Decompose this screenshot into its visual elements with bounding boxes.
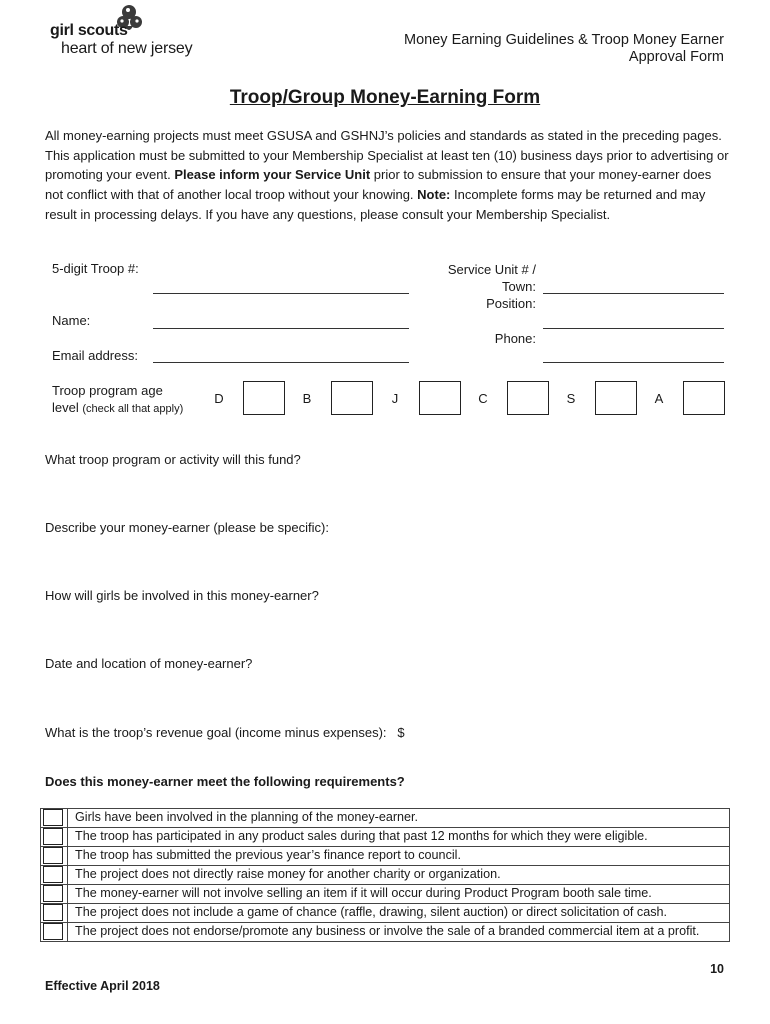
age-level-d-label: D <box>214 391 224 406</box>
requirements-heading: Does this money-earner meet the following requirements? <box>45 774 405 789</box>
troop-number-label: 5-digit Troop #: <box>52 261 139 276</box>
age-level-label-line2: level <box>52 400 79 415</box>
question-date-location: Date and location of money-earner? <box>45 656 253 671</box>
requirement-row <box>41 904 730 923</box>
age-level-c-label: C <box>478 391 488 406</box>
requirement-text: The project does not endorse/promote any business or involve the sale of a branded commercial item at a profit. <box>68 923 730 942</box>
name-field[interactable] <box>153 328 409 329</box>
requirement-row <box>41 809 730 828</box>
requirement-row <box>41 866 730 885</box>
name-label: Name: <box>52 313 91 328</box>
logo-wordmark: girl scouts <box>50 22 128 39</box>
age-level-c-checkbox[interactable] <box>507 381 549 415</box>
requirement-checkbox[interactable] <box>43 923 63 940</box>
requirement-row <box>41 828 730 847</box>
requirement-row <box>41 885 730 904</box>
age-level-a-checkbox[interactable] <box>683 381 725 415</box>
email-field[interactable] <box>153 362 409 363</box>
question-describe: Describe your money-earner (please be specific): <box>45 520 329 535</box>
service-unit-label-line2: Town: <box>502 279 536 294</box>
document-header-line1: Money Earning Guidelines & Troop Money Earner <box>404 32 724 48</box>
position-label: Position: <box>486 296 536 311</box>
requirement-text: The troop has submitted the previous year’s finance report to council. <box>68 847 730 866</box>
requirement-checkbox[interactable] <box>43 809 63 826</box>
phone-field[interactable] <box>543 362 724 363</box>
service-unit-label-line1: Service Unit # / <box>447 262 536 277</box>
effective-date: Effective April 2018 <box>45 979 160 993</box>
requirement-text: The money-earner will not involve selling an item if it will occur during Product Program booth sale time. <box>68 885 730 904</box>
age-level-label-line1: Troop program age <box>52 383 163 398</box>
requirements-table <box>40 808 730 942</box>
document-header <box>404 32 724 66</box>
age-level-j-checkbox[interactable] <box>419 381 461 415</box>
requirement-checkbox[interactable] <box>43 885 63 902</box>
age-level-j-label: J <box>391 391 399 406</box>
question-fund: What troop program or activity will this fund? <box>45 452 301 467</box>
service-unit-label <box>448 261 536 312</box>
requirement-text: The project does not include a game of chance (raffle, drawing, silent auction) or direct solicitation of cash. <box>68 904 730 923</box>
age-level-s-label: S <box>566 391 576 406</box>
requirement-checkbox[interactable] <box>43 847 63 864</box>
intro-text-3: Incomplete forms may be returned and may result in processing delays. If you have any questions, please consult your Membership Specialist. <box>45 187 706 222</box>
age-level-a-label: A <box>654 391 664 406</box>
document-header-line2: Approval Form <box>628 49 724 65</box>
email-label: Email address: <box>52 348 138 363</box>
requirement-checkbox[interactable] <box>43 904 63 921</box>
phone-label: Phone: <box>494 331 536 346</box>
intro-text-2: prior to submission to ensure that your money-earner does not conflict with that of another local troop without your knowing. <box>45 167 712 203</box>
requirement-row <box>41 923 730 942</box>
age-level-label <box>52 382 183 418</box>
page-number: 10 <box>710 962 724 976</box>
intro-text-1: All money-earning projects must meet GSUSA and GSHNJ’s policies and standards as stated in the preceding pages. This application must be submitted to your Membership Specialist at least ten (10) business days prior to advertising or promoting your event. <box>45 128 729 183</box>
position-field[interactable] <box>543 328 724 329</box>
requirement-text: Girls have been involved in the planning of the money-earner. <box>68 809 730 828</box>
requirement-row <box>41 847 730 866</box>
age-level-b-label: B <box>302 391 312 406</box>
requirement-text: The troop has participated in any product sales during that past 12 months for which they were eligible. <box>68 828 730 847</box>
age-level-b-checkbox[interactable] <box>331 381 373 415</box>
requirement-checkbox[interactable] <box>43 866 63 883</box>
age-level-d-checkbox[interactable] <box>243 381 285 415</box>
troop-number-field[interactable] <box>153 293 409 294</box>
logo-council-name: heart of new jersey <box>61 40 193 57</box>
age-level-s-checkbox[interactable] <box>595 381 637 415</box>
form-title: Troop/Group Money-Earning Form <box>229 87 541 108</box>
requirement-text: The project does not directly raise money for another charity or organization. <box>68 866 730 885</box>
intro-paragraph <box>45 126 730 225</box>
age-level-note: (check all that apply) <box>82 403 184 415</box>
requirement-checkbox[interactable] <box>43 828 63 845</box>
intro-bold-note: Note: <box>417 187 451 203</box>
question-revenue-goal: What is the troop’s revenue goal (income minus expenses): $ <box>45 725 405 740</box>
intro-bold-service-unit: Please inform your Service Unit <box>174 167 371 183</box>
service-unit-field[interactable] <box>543 293 724 294</box>
question-involvement: How will girls be involved in this money-earner? <box>45 588 319 603</box>
